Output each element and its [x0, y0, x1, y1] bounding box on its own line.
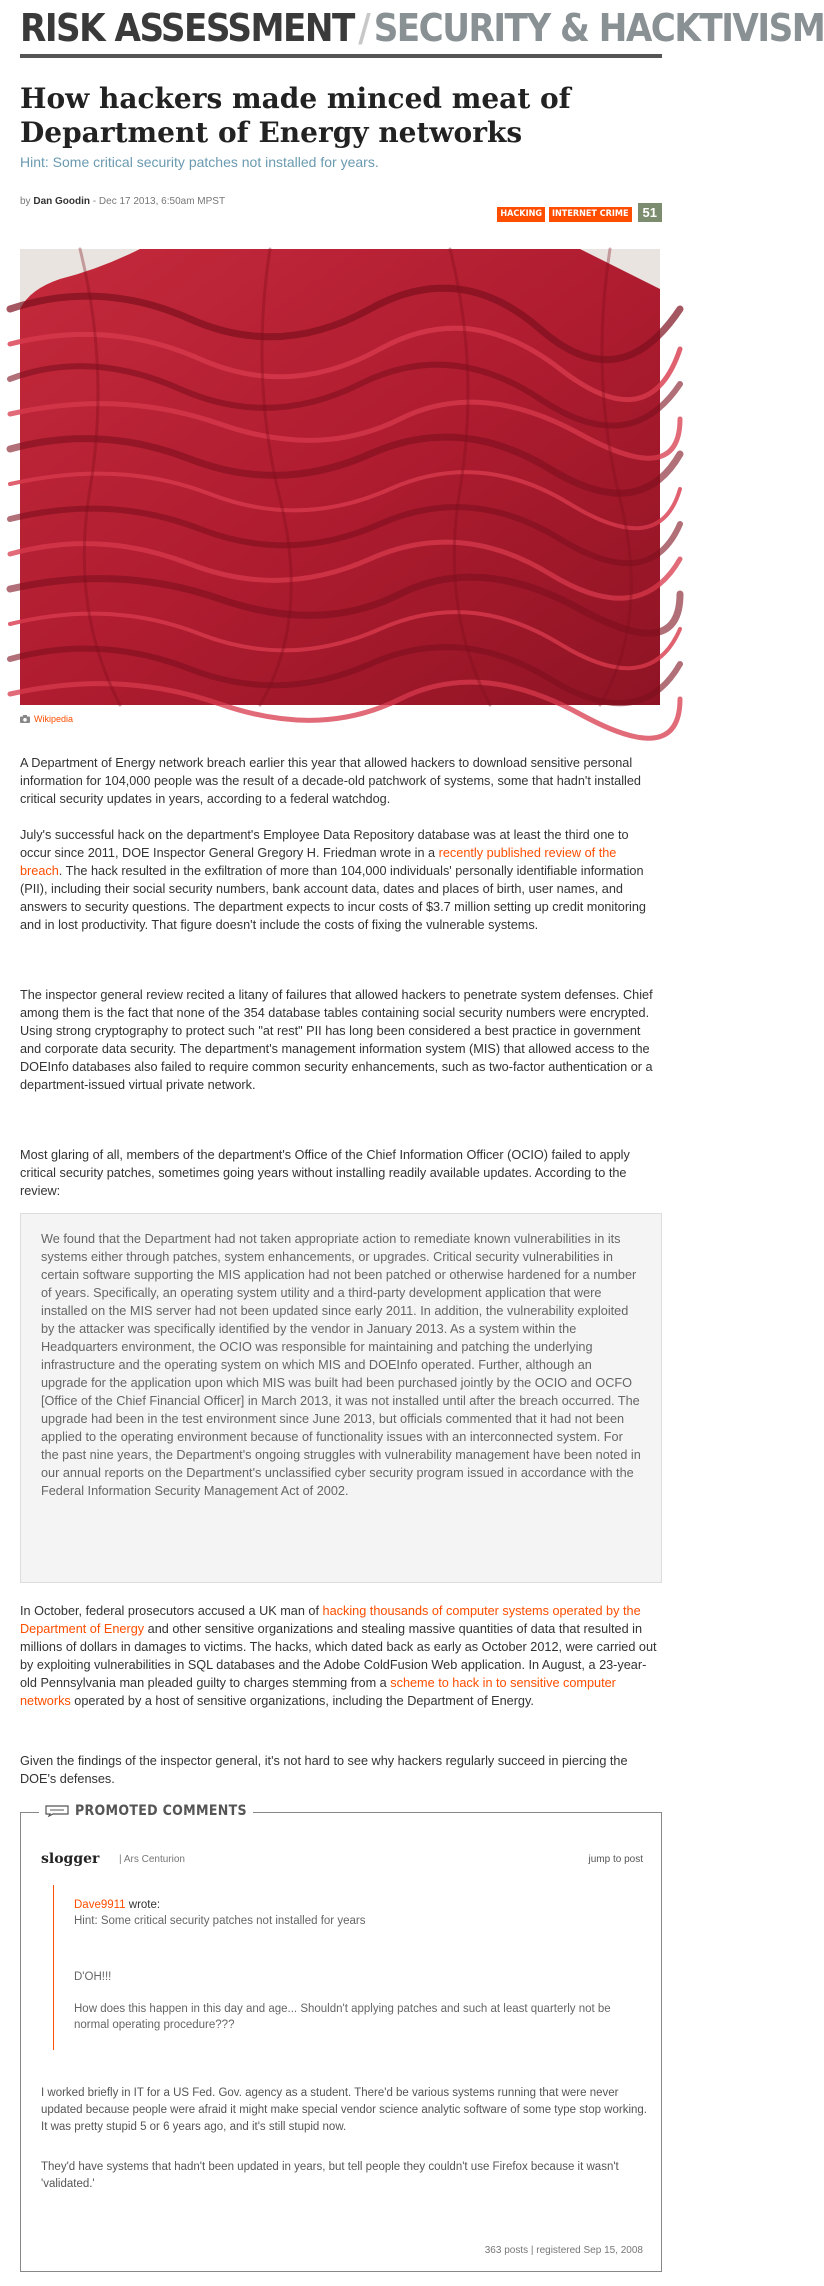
article-paragraph-3	[20, 986, 662, 1094]
article-paragraph-4	[20, 1146, 662, 1200]
article-paragraph-6	[20, 1752, 662, 1788]
promoted-comments-heading	[39, 1803, 253, 1819]
commenter-name[interactable]: slogger	[41, 1851, 100, 1867]
comment-bubble-icon	[45, 1805, 69, 1817]
minced-meat-illustration	[20, 249, 660, 705]
paragraph-text: operated by a host of sensitive organizations, including the Department of Energy.	[70, 1694, 534, 1708]
review-of-breach-link[interactable]: recently published review of the breach	[20, 846, 617, 878]
section-header	[20, 0, 824, 58]
paragraph-text: and other sensitive organizations and stealing massive quantities of data that resulted in millions of dollars in damages to victims. The hacks, which dated back as early as October 2012, were carried out by exploiting vulnerabilities in SQL databases and the Adobe ColdFusion Web application. In August, a 23-year-old Pennsylvania man pleaded guilty to charges stemming from a	[20, 1622, 657, 1690]
wrote-label: wrote:	[128, 1899, 161, 1911]
comment-paragraph-1: I worked briefly in IT for a US Fed. Gov. agency as a student. There'd be various systems running that were never updated because people were afraid it might make special vendor science analytic software of some type stop working. It was pretty stupid 5 or 6 years ago, and it's still stupid now.	[41, 2087, 647, 2133]
quoted-text-1: Hint: Some critical security patches not installed for years	[74, 1915, 366, 1927]
paragraph-text: Given the findings of the inspector general, it's not hard to see why hackers regularly succeed in piercing the DOE's defenses.	[20, 1754, 628, 1786]
section-subcategory-link[interactable]: SECURITY & HACKTIVISM	[373, 6, 824, 50]
camera-icon	[20, 715, 30, 723]
article-hero-image	[20, 249, 660, 705]
image-credit-link[interactable]: Wikipedia	[34, 714, 74, 724]
review-blockquote	[20, 1213, 662, 1583]
section-separator: /	[358, 6, 370, 50]
paragraph-text: The inspector general review recited a litany of failures that allowed hackers to penetrate system defenses. Chief among them is the fact that none of the 354 database tables containing social security numbers were encrypted. Using strong cryptography to protect such "at rest" PII has long been considered a best practice in government and corporate data security. The department's management information system (MIS) that allowed access to the DOEInfo databases also failed to require common security enhancements, such as two-factor authentication or a department-issued virtual private network.	[20, 988, 653, 1092]
byline-prefix: by	[20, 196, 31, 207]
jump-to-post-link[interactable]: jump to post	[588, 1854, 643, 1865]
comment-paragraph-2: They'd have systems that hadn't been updated in years, but tell people they couldn't use Firefox because it wasn't 'validated.'	[41, 2161, 619, 2190]
comment-count-badge[interactable]: 51	[638, 203, 662, 222]
quoted-text-3: How does this happen in this day and age... Shouldn't applying patches and such at least quarterly not be normal operating procedure???	[74, 2003, 611, 2031]
publish-date: - Dec 17 2013, 6:50am MPST	[92, 196, 226, 207]
quoted-comment	[53, 1885, 643, 2050]
paragraph-text: July's successful hack on the department's Employee Data Repository database was at least the third one to occur since 2011, DOE Inspector General Gregory H. Friedman wrote in a	[20, 828, 629, 860]
paragraph-text: . The hack resulted in the exfiltration of more than 104,000 individuals' personally identifiable information (PII), including their social security numbers, bank account data, dates and places of birth, user names, and answers to security questions. The department expects to incur costs of $3.7 million setting up credit monitoring and in lost productivity. That figure doesn't include the costs of fixing the vulnerable systems.	[20, 864, 646, 932]
author-link[interactable]: Dan Goodin	[33, 196, 91, 207]
tag-list	[497, 203, 662, 222]
tag-hacking[interactable]: HACKING	[497, 207, 545, 222]
byline	[20, 196, 225, 207]
paragraph-text: Most glaring of all, members of the department's Office of the Chief Information Officer (OCIO) failed to apply critical security patches, sometimes going years without installing readily available updates. According to the review:	[20, 1148, 630, 1198]
commenter-rank: | Ars Centurion	[119, 1854, 185, 1865]
image-caption	[20, 714, 73, 724]
hacking-doe-systems-link[interactable]: hacking thousands of computer systems operated by the Department of Energy	[20, 1604, 641, 1636]
tag-internet-crime[interactable]: INTERNET CRIME	[549, 207, 632, 222]
article-paragraph-5	[20, 1602, 662, 1710]
article-title: How hackers made minced meat of Department of Energy networks	[20, 82, 571, 149]
hack-scheme-link[interactable]: scheme to hack in to sensitive computer networks	[20, 1676, 616, 1708]
promoted-comments-label: PROMOTED COMMENTS	[75, 1803, 247, 1819]
article-paragraph-1	[20, 754, 662, 808]
article-paragraph-2	[20, 826, 662, 934]
paragraph-text: In October, federal prosecutors accused a UK man of	[20, 1604, 323, 1618]
promoted-comments-box	[20, 1803, 662, 2272]
commenter-stats: 363 posts | registered Sep 15, 2008	[484, 2245, 643, 2256]
quote-text: We found that the Department had not taken appropriate action to remediate known vulnerabilities in its systems either through patches, system enhancements, or upgrades. Critical security vulnerabilities in certain software supporting the MIS application had not been patched or otherwise hardened for a number of years. Specifically, an operating system utility and a third-party development application that were installed on the MIS server had not been updated since early 2011. In addition, the vulnerability exploited by the attacker was specifically identified by the vendor in January 2013. As a system within the Headquarters environment, the OCIO was responsible for maintaining and patching the underlying infrastructure and the operating system on which MIS and DOEInfo operated. Further, although an upgrade for the application upon which MIS was built had been purchased jointly by the OCIO and OCFO [Office of the Chief Financial Officer] in March 2013, it was not installed until after the breach occurred. The upgrade had been in the test environment since June 2013, but officials commented that it had not been applied to the operating environment because of functionality issues with an interconnected system. For the past nine years, the Department's ongoing struggles with vulnerability management have been noted in our annual reports on the Department's unclassified cyber security program issued in accordance with the Federal Information Security Management Act of 2002.	[41, 1232, 641, 1498]
quoted-user-link[interactable]: Dave9911	[74, 1899, 126, 1911]
section-category-link[interactable]: RISK ASSESSMENT	[20, 6, 354, 50]
quote-attribution	[74, 1897, 643, 1913]
quoted-text-2: D'OH!!!	[74, 1971, 112, 1983]
article-subtitle: Hint: Some critical security patches not installed for years.	[20, 154, 379, 170]
paragraph-text: A Department of Energy network breach earlier this year that allowed hackers to download sensitive personal information for 104,000 people was the result of a decade-old patchwork of systems, some that hadn't installed critical security updates in years, according to a federal watchdog.	[20, 756, 641, 806]
